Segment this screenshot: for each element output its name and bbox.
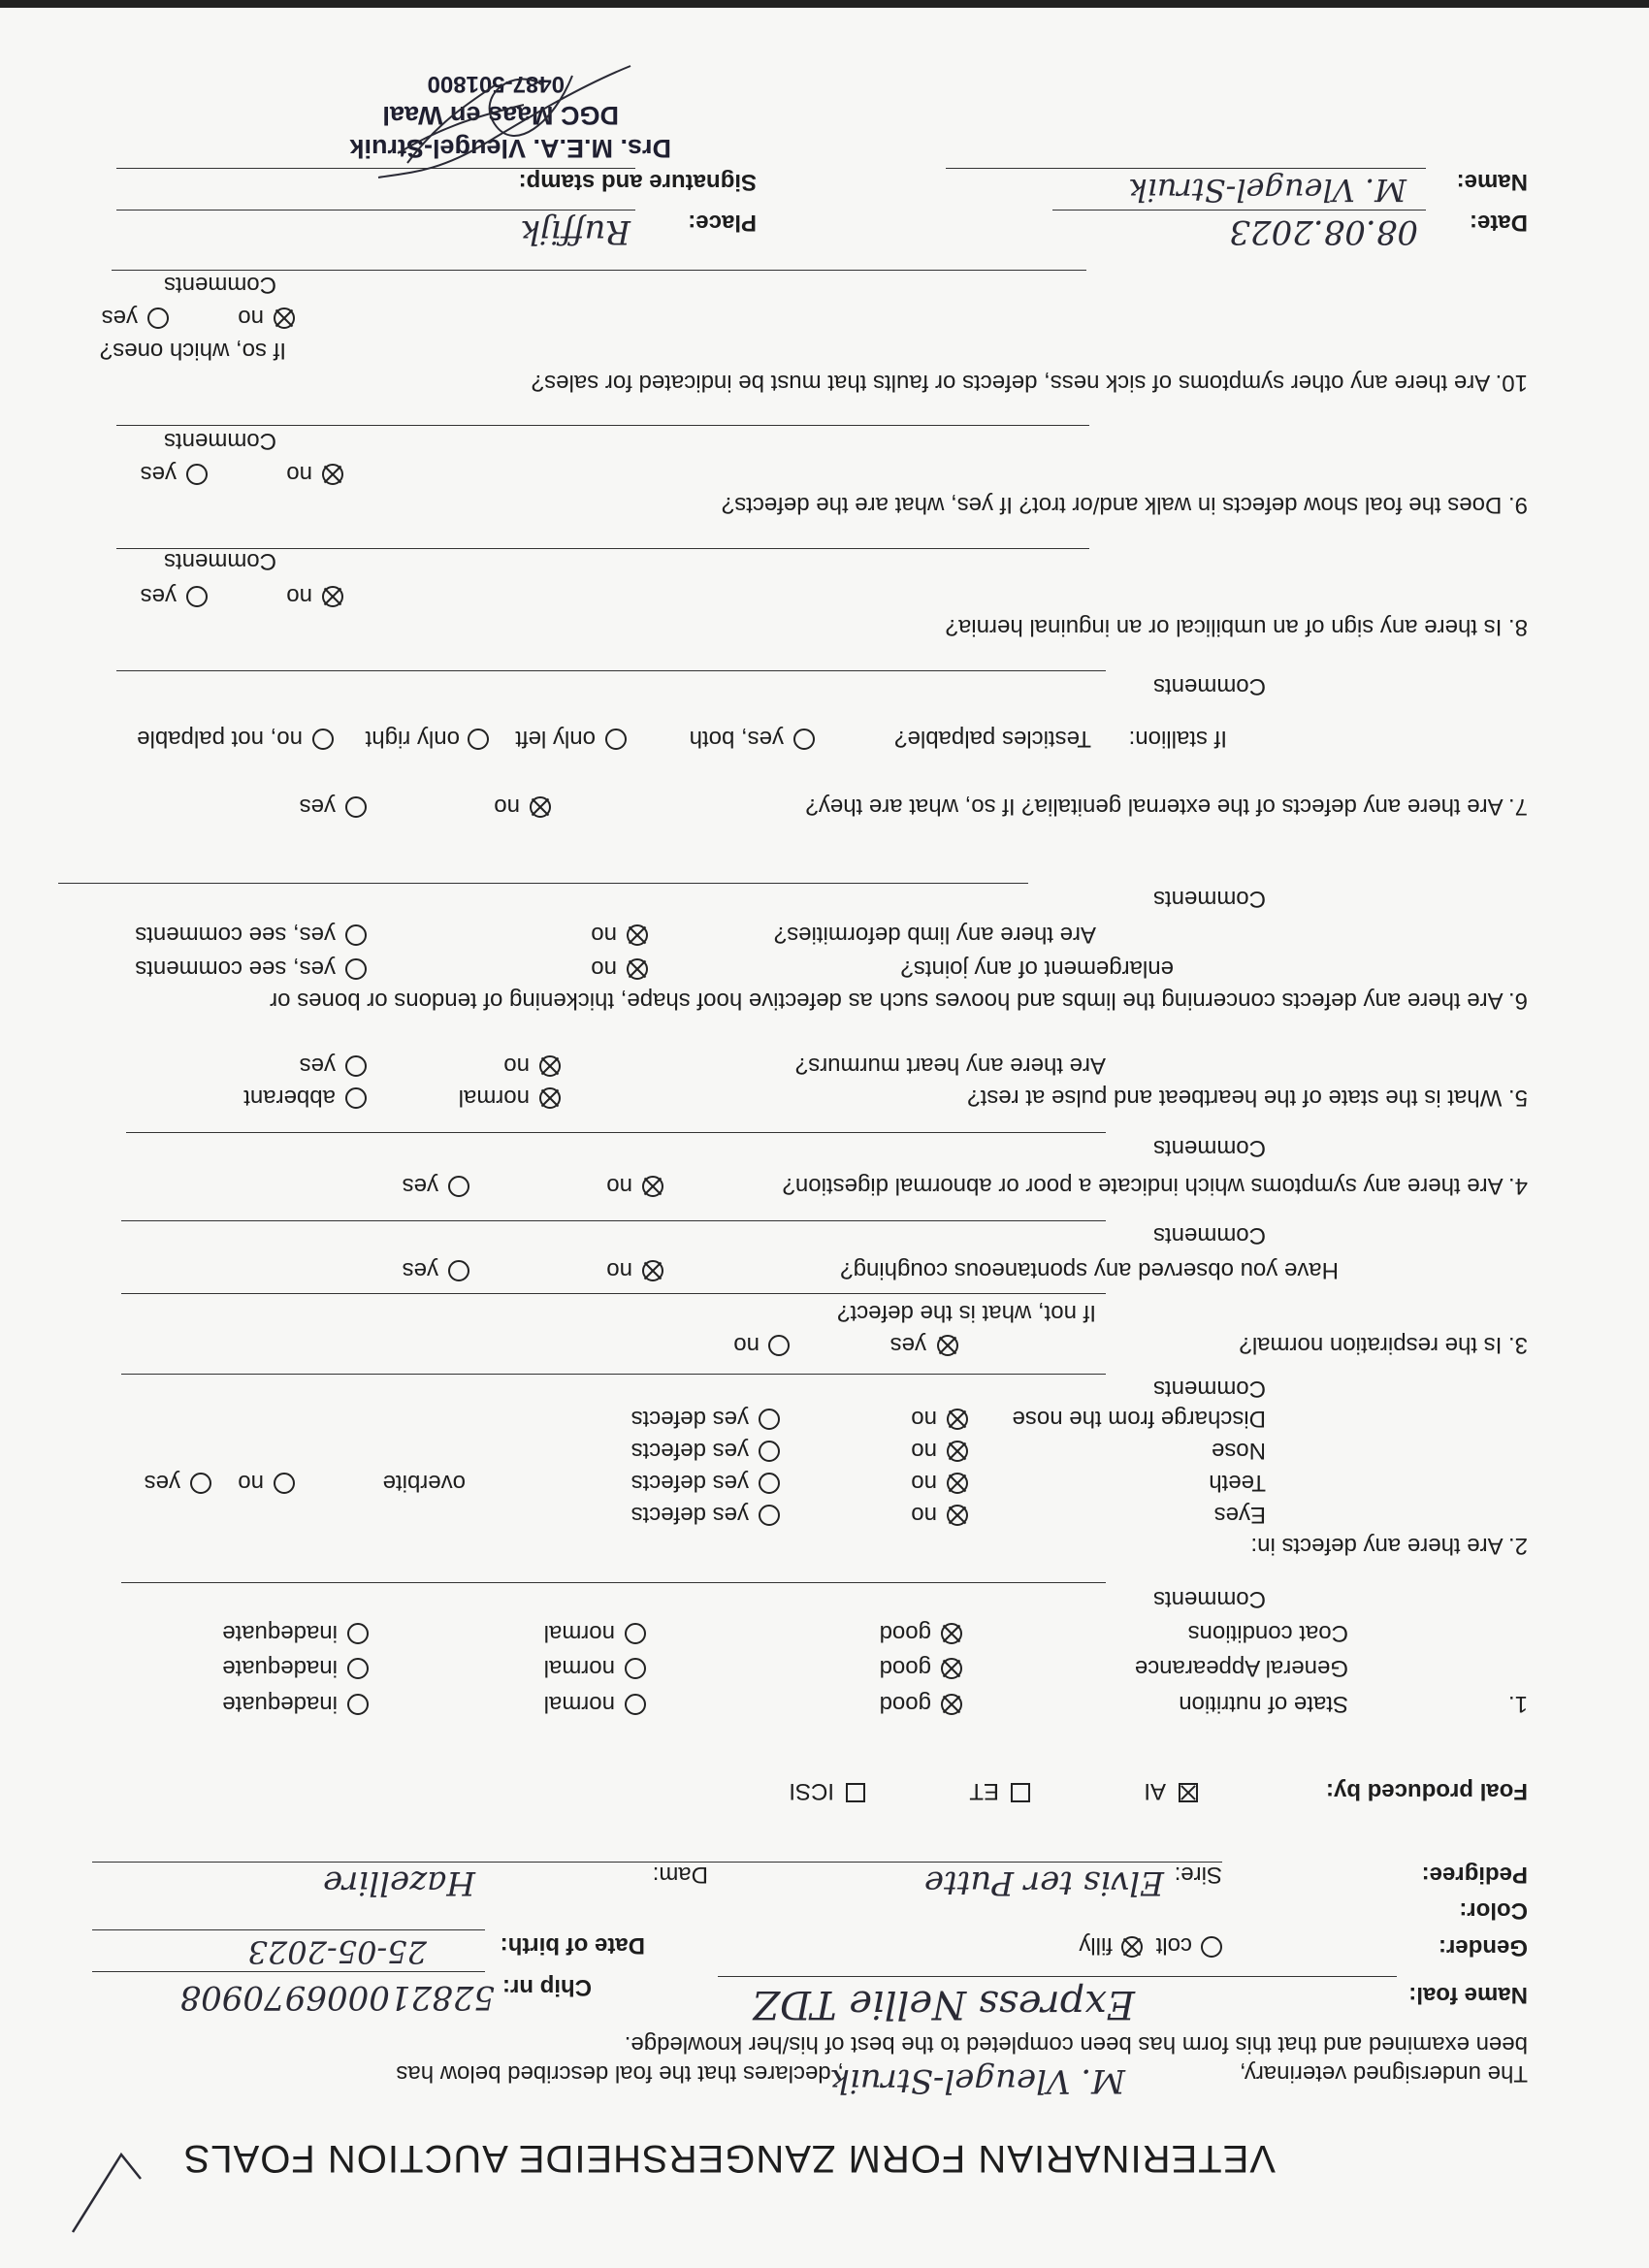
q2-discharge-yes-label: yes defects [630,1406,749,1432]
q8-no-label: no [286,583,312,609]
q1-appearance-good-radio[interactable] [941,1658,962,1679]
q1-nutrition-label: State of nutrition [1179,1691,1348,1717]
q7-yes-radio[interactable] [345,796,367,818]
place-label: Place: [688,210,757,236]
q6-comments-label: Comments [1152,886,1266,912]
q3-cough-no-label: no [606,1257,632,1283]
q5-question: 5. What is the state of the heartbeat and pulse at rest? [967,1085,1528,1111]
q9-comments-line [116,425,1089,426]
q2-teeth-yes-label: yes defects [630,1470,749,1496]
stamp-line1: Drs. M.E.A. Vleugel-Struik [349,134,671,163]
q3-yes-radio[interactable] [937,1335,958,1356]
q7-comments-label: Comments [1152,673,1266,699]
sire-label: Sire: [1174,1862,1222,1888]
q7-testicles-question: Testicles palpable? [894,726,1091,752]
produced-by-label: Foal produced by: [1325,1778,1528,1804]
pedigree-line [92,1862,1222,1863]
produced-icsi-checkbox[interactable] [846,1783,865,1802]
dob-line [92,1929,485,1930]
q1-coat-good-label: good [879,1620,931,1646]
q8-question: 8. Is there any sign of an umbilical or an inguinal hernia? [945,614,1528,640]
q9-comments-label: Comments [163,428,276,454]
q5-abberant-label: abberant [243,1085,336,1111]
name-value: M. Vleugel-Struik [1128,172,1406,209]
q1-nutrition-normal-label: normal [543,1691,615,1717]
q2-eyes-yes-label: yes defects [630,1502,749,1528]
gender-colt-label: colt [1155,1932,1192,1959]
q4-yes-radio[interactable] [448,1176,469,1197]
q1-coat-inadequate-radio[interactable] [347,1623,369,1644]
q7-yes-both-radio[interactable] [793,729,815,750]
q2-overbite-no-radio[interactable] [274,1473,295,1494]
name-foal-value: Express Nellie TDZ [753,1982,1135,2026]
q10-question: 10. Are there any other symptoms of sick ness, defects or faults that must be indicated for sales? [531,370,1528,396]
produced-et-label: ET [969,1778,999,1804]
q8-comments-label: Comments [163,548,276,574]
gender-filly-label: filly [1079,1932,1113,1959]
q4-question: 4. Are there any symptoms which indicate a poor or abnormal digestion? [782,1173,1528,1199]
q1-appearance-good-label: good [879,1655,931,1681]
stamp-line3: 0487-501800 [427,71,565,97]
dob-label: Date of birth: [500,1932,645,1959]
produced-et-checkbox[interactable] [1011,1783,1030,1802]
q6-no-label: no [591,956,617,982]
q2-question: 2. Are there any defects in: [1250,1533,1528,1559]
q2-nose-no-label: no [911,1438,937,1464]
q3-cough-yes-radio[interactable] [448,1260,469,1281]
name-line [946,168,1426,169]
q6-yes-label: yes, see comments [135,956,336,982]
q1-nutrition-good-radio[interactable] [941,1694,962,1715]
q7-comments-line [116,670,1106,671]
gender-label: Gender: [1438,1934,1528,1960]
q1-coat-normal-label: normal [543,1620,615,1646]
q8-no-radio[interactable] [322,586,343,607]
q7-yes-label: yes [299,794,336,820]
q3-comments-line [121,1220,1106,1221]
q5-murmur-no-radio[interactable] [539,1055,561,1077]
q2-overbite-no-label: no [238,1470,264,1496]
q7-no-radio[interactable] [530,796,551,818]
name-foal-label: Name foal: [1408,1982,1528,2008]
chip-line [92,1971,485,1972]
q1-comments-label: Comments [1152,1586,1266,1612]
q7-no-label: no [494,794,520,820]
q4-no-radio[interactable] [642,1176,663,1197]
q2-eyes-no-label: no [911,1502,937,1528]
q4-yes-label: yes [402,1173,438,1199]
q3-question: 3. Is the respiration normal? [1239,1332,1528,1358]
date-line [1052,210,1426,211]
q1-nutrition-good-label: good [879,1691,931,1717]
q1-nutrition-inadequate-radio[interactable] [347,1694,369,1715]
q4-comments-label: Comments [1152,1135,1266,1161]
q1-coat-label: Coat conditions [1187,1620,1348,1646]
date-label: Date: [1469,210,1528,236]
q4-no-label: no [606,1173,632,1199]
q6-comments-line [58,883,1028,884]
q8-comments-line [116,548,1089,549]
pedigree-label: Pedigree: [1421,1862,1528,1888]
q6-limb-yes-label: yes, see comments [135,922,336,948]
q7-not-palpable-radio[interactable] [312,729,334,750]
q2-teeth-label: Teeth [1209,1470,1266,1496]
q2-nose-no-radio[interactable] [947,1441,968,1462]
q6-limb-no-radio[interactable] [627,924,648,946]
check-mark [68,2150,146,2237]
q5-abberant-radio[interactable] [345,1087,367,1109]
sire-value: Elvis ter Putte [923,1863,1164,1902]
q1-appearance-label: General Appearance [1134,1655,1348,1681]
q1-nutrition-inadequate-label: inadequate [222,1691,338,1717]
q3-sub-question: If not, what is the defect? [837,1300,1096,1326]
q5-murmur-yes-label: yes [299,1053,336,1079]
q2-nose-yes-label: yes defects [630,1438,749,1464]
q2-teeth-no-radio[interactable] [947,1473,968,1494]
q2-discharge-yes-radio[interactable] [759,1409,780,1430]
intro-line2: been examined and that this form has been completed to the best of his/her knowledge. [624,2031,1528,2057]
q1-appearance-normal-label: normal [543,1655,615,1681]
dam-label: Dam: [652,1862,708,1888]
q7-only-left-radio[interactable] [605,729,627,750]
gender-colt-radio[interactable] [1201,1936,1222,1958]
q9-no-radio[interactable] [322,464,343,485]
q7-only-right-label: only right [365,726,460,752]
q3-comments-label: Comments [1152,1222,1266,1248]
q2-comments-label: Comments [1152,1376,1266,1402]
q5-normal-radio[interactable] [539,1087,561,1109]
vet-name-handwritten: M. Vleugel-Struik [829,2061,1125,2100]
q6-limb-yes-radio[interactable] [345,924,367,946]
chip-label: Chip nr: [502,1974,592,2000]
q6-no-radio[interactable] [627,958,648,980]
q10-sub-question: If so, which ones? [99,338,286,364]
q2-nose-label: Nose [1211,1438,1266,1464]
q1-appearance-inadequate-label: inadequate [222,1655,338,1681]
q10-no-label: no [238,305,264,331]
q6-sub-question: Are there any limb deformities? [773,922,1096,948]
q2-nose-yes-radio[interactable] [759,1441,780,1462]
produced-ai-checkbox[interactable] [1179,1783,1198,1802]
q1-appearance-normal-radio[interactable] [625,1658,646,1679]
q5-murmur-yes-radio[interactable] [345,1055,367,1077]
place-value: Ruffijk [520,212,630,251]
q5-normal-label: normal [458,1085,530,1111]
signature-scribble [369,47,640,182]
q5-sub-question: Are there any heart murmurs? [794,1053,1106,1079]
q2-overbite-label: overbite [382,1470,466,1496]
q10-yes-label: yes [101,305,138,331]
q10-no-radio[interactable] [274,308,295,329]
name-foal-line [718,1976,1397,1977]
place-line [116,210,635,211]
q2-teeth-no-label: no [911,1470,937,1496]
q1-comments-line [121,1582,1106,1583]
q5-murmur-no-label: no [503,1053,530,1079]
q6-yes-radio[interactable] [345,958,367,980]
intro-prefix: The undersigned veterinary, [1239,2060,1528,2087]
q10-comments-line [112,270,1086,271]
q3-cough-question: Have you observed any spontaneous coughing? [840,1257,1339,1283]
q7-not-palpable-label: no, not palpable [137,726,303,752]
q2-discharge-no-label: no [911,1406,937,1432]
name-label: Name: [1456,169,1528,195]
q8-yes-radio[interactable] [186,586,208,607]
q4-comments-line [126,1132,1106,1133]
q2-eyes-no-radio[interactable] [947,1505,968,1526]
q2-eyes-yes-radio[interactable] [759,1505,780,1526]
q3-no-label: no [733,1332,760,1358]
q10-comments-label: Comments [163,272,276,298]
q1-coat-good-radio[interactable] [941,1623,962,1644]
q7-stallion-label: If stallion: [1128,726,1227,752]
q2-comments-line [121,1374,1106,1375]
q9-yes-label: yes [140,461,177,487]
q8-yes-label: yes [140,583,177,609]
q3-cough-yes-label: yes [402,1257,438,1283]
q2-overbite-yes-radio[interactable] [190,1473,211,1494]
q3-cough-no-radio[interactable] [642,1260,663,1281]
intro-suffix: , declares that the foal described below has [396,2060,844,2087]
q9-no-label: no [286,461,312,487]
dam-value: Hazellire [323,1863,475,1902]
q7-question: 7. Are there any defects of the external genitalia? If so, what are they? [805,794,1528,820]
q2-eyes-label: Eyes [1213,1502,1266,1528]
q1-coat-normal-radio[interactable] [625,1623,646,1644]
date-value: 08.08.2023 [1229,212,1418,251]
q10-yes-radio[interactable] [147,308,169,329]
scan-edge [0,0,1649,8]
q9-question: 9. Does the foal show defects in walk and/or trot? If yes, what are the defects? [721,492,1528,518]
q2-teeth-yes-radio[interactable] [759,1473,780,1494]
q1-nutrition-normal-radio[interactable] [625,1694,646,1715]
form-title: VETERINARIAN FORM ZANGERSHEIDE AUCTION FOALS [182,2137,1276,2180]
q6-limb-no-label: no [591,922,617,948]
q7-only-right-radio[interactable] [468,729,489,750]
color-label: Color: [1459,1897,1528,1924]
dob-value: 25-05-2023 [247,1933,427,1970]
chip-value: 528210006970908 [179,1978,495,2017]
gender-filly-radio[interactable] [1121,1936,1143,1958]
q6-question-line2: enlargement of any joints? [900,956,1174,982]
q1-number: 1. [1507,1691,1528,1717]
q2-overbite-yes-label: yes [144,1470,180,1496]
q2-discharge-label: Discharge from the nose [1012,1406,1266,1432]
signature-label: Signature and stamp: [518,169,757,195]
produced-ai-label: AI [1144,1778,1166,1804]
q9-yes-radio[interactable] [186,464,208,485]
q1-appearance-inadequate-radio[interactable] [347,1658,369,1679]
produced-icsi-label: ICSI [789,1778,834,1804]
q1-coat-inadequate-label: inadequate [222,1620,338,1646]
q7-yes-both-label: yes, both [689,726,784,752]
q3-no-radio[interactable] [768,1335,790,1356]
q2-discharge-no-radio[interactable] [947,1409,968,1430]
q3-yes-label: yes [889,1332,926,1358]
q3-defect-line [121,1293,1106,1294]
q6-question-line1: 6. Are there any defects concerning the limbs and hooves such as defective hoof shape, thickening of tendons or bones or [270,988,1528,1014]
stamp-line2: DGC Maas en Waal [382,101,619,130]
q7-only-left-label: only left [515,726,596,752]
